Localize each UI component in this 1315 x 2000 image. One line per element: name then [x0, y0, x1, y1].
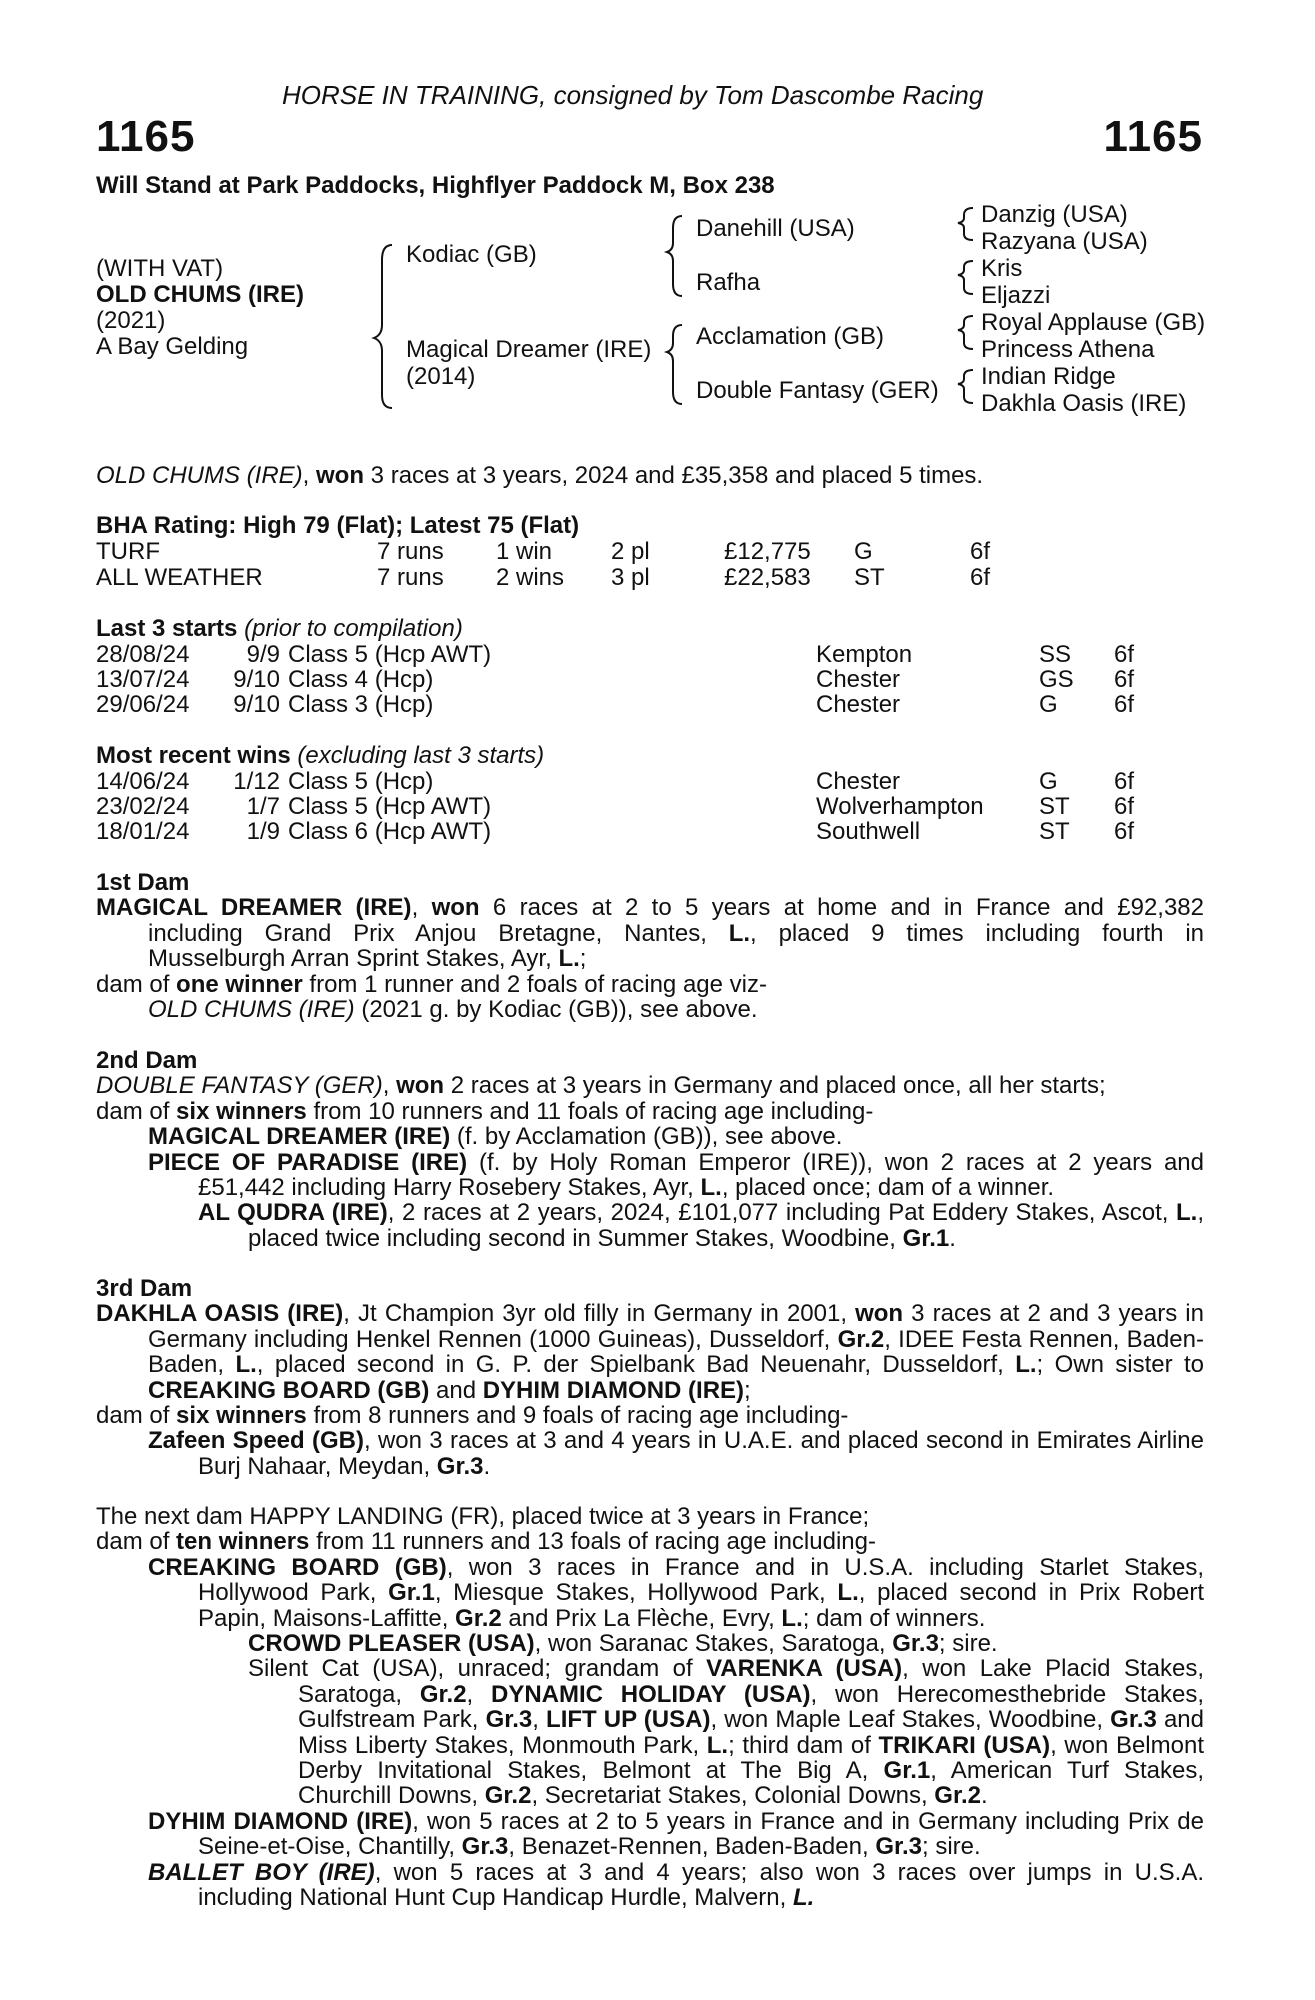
win-distance: 6f: [1114, 793, 1135, 820]
text: and: [429, 1376, 483, 1404]
grade: L.: [706, 1731, 729, 1759]
text: ; Own sister to: [1036, 1351, 1205, 1379]
grade: Gr.2: [484, 1782, 532, 1810]
horse-name: BALLET BOY (IRE): [148, 1858, 375, 1886]
recent-wins-heading: Most recent wins: [96, 742, 291, 769]
win-date: 23/02/24: [96, 793, 190, 820]
start-class: Class 5 (Hcp AWT): [288, 641, 492, 668]
text: dam of: [96, 1528, 177, 1556]
first-dam-line: [96, 921, 1204, 946]
text: , won Lake Placid Stakes, Saratoga,: [298, 1655, 1204, 1708]
text: 3 races at 2 and 3 years in Germany including Henkel Rennen (1000 Guineas), Dusseldorf,: [148, 1300, 1204, 1353]
grade: L.: [1175, 1199, 1198, 1227]
horse-name: DYNAMIC HOLIDAY (USA): [490, 1680, 811, 1708]
rating-money: £12,775: [724, 538, 811, 565]
grade: L.: [235, 1351, 257, 1379]
horse-name: OLD CHUMS (IRE): [96, 281, 304, 308]
horse-name: VARENKA (USA): [706, 1655, 903, 1683]
start-class: Class 3 (Hcp): [288, 691, 434, 718]
pedigree-g3: Kris: [981, 255, 1023, 282]
text: 2 races at 3 years in Germany and placed once, all her starts;: [444, 1072, 1106, 1100]
pedigree-sire-sire: Danehill (USA): [696, 215, 855, 242]
win-going: ST: [1039, 793, 1070, 820]
second-dam-line: [96, 1124, 1204, 1149]
winner-count: one winner: [176, 970, 303, 998]
win-course: Wolverhampton: [816, 793, 984, 820]
rating-distance: 6f: [970, 538, 991, 565]
text: , American Turf Stakes, Churchill Downs,: [298, 1757, 1204, 1810]
text: from 8 runners and 9 foals of racing age including-: [306, 1402, 849, 1430]
grade: Gr.3: [875, 1833, 923, 1861]
grade: Gr.3: [892, 1630, 939, 1658]
text: , Secretariat Stakes, Colonial Downs,: [531, 1782, 935, 1810]
rating-runs: 7 runs: [377, 564, 444, 591]
third-dam-line: [96, 1403, 1204, 1428]
start-going: SS: [1039, 641, 1072, 668]
next-dam-intro: The next dam HAPPY LANDING (FR), placed twice at 3 years in France;: [96, 1503, 870, 1530]
text: , won 5 races at 3 and 4 years; also won 3 races over jumps in U.S.A. including National Hunt Cup Handicap Hurdle, Malvern,: [198, 1858, 1205, 1912]
won-word: won: [431, 894, 480, 922]
recent-wins-note: (excluding last 3 starts): [290, 742, 545, 769]
rating-runs: 7 runs: [377, 538, 444, 565]
text: Musselburgh Arran Sprint Stakes, Ayr,: [148, 945, 559, 973]
dam-name: DAKHLA OASIS (IRE): [96, 1300, 344, 1328]
third-dam-heading: 3rd Dam: [96, 1275, 193, 1302]
win-course: Southwell: [816, 818, 921, 845]
horse-name: CROWD PLEASER (USA): [248, 1630, 535, 1658]
summary-won: won: [316, 462, 365, 489]
horse-name: PIECE OF PARADISE (IRE): [148, 1148, 468, 1176]
grade: L.: [837, 1579, 859, 1607]
last-starts-note: (prior to compilation): [237, 615, 463, 642]
text: including Grand Prix Anjou Bretagne, Nantes,: [148, 919, 729, 947]
win-going: G: [1039, 768, 1058, 795]
race-summary: OLD CHUMS (IRE), won 3 races at 3 years, 2024 and £35,358 and placed 5 times.: [96, 462, 984, 489]
rating-going: ST: [854, 564, 885, 591]
horse-year: (2021): [96, 307, 166, 334]
grade: L.: [1015, 1351, 1037, 1379]
start-date: 29/06/24: [96, 691, 190, 718]
second-dam-line: [96, 1073, 1204, 1098]
location-line: Will Stand at Park Paddocks, Highflyer Paddock M, Box 238: [96, 172, 775, 199]
text: (f. by Holy Roman Emperor (IRE)), won 2 races at 2 years and £51,442 including Harry Rosebery Stakes, Ayr,: [198, 1148, 1204, 1202]
start-class: Class 4 (Hcp): [288, 666, 434, 693]
grade: Gr.1: [388, 1579, 435, 1607]
win-position: 1/9: [246, 818, 280, 845]
rating-title: BHA Rating: High 79 (Flat); Latest 75 (Flat): [96, 512, 580, 539]
second-dam-heading: 2nd Dam: [96, 1047, 198, 1074]
rating-going: G: [854, 538, 873, 565]
start-distance: 6f: [1114, 666, 1135, 693]
first-dam-line: [96, 895, 1204, 920]
third-dam-line: [96, 1428, 1204, 1479]
text: ; sire.: [922, 1833, 981, 1861]
horse-name: TRIKARI (USA): [878, 1731, 1051, 1759]
win-position: 1/7: [246, 793, 280, 820]
win-course: Chester: [816, 768, 901, 795]
first-dam-line: [96, 972, 1204, 997]
grade: Gr.2: [934, 1782, 981, 1810]
rating-placed: 3 pl: [611, 564, 650, 591]
horse-name: DYHIM DIAMOND (IRE): [148, 1807, 413, 1835]
grade: Gr.1: [902, 1224, 950, 1252]
horse-name: CREAKING BOARD (GB): [148, 1553, 447, 1581]
text: ;: [579, 945, 587, 973]
text: ,: [466, 1680, 491, 1708]
text: , won 3 races in France and in U.S.A. including Starlet Stakes, Hollywood Park,: [198, 1553, 1204, 1607]
text: ,: [532, 1706, 547, 1734]
text: .: [483, 1452, 491, 1480]
text: , won 5 races at 2 to 5 years in France and in Germany including Prix de Seine-et-Oise, Chantilly,: [198, 1807, 1204, 1861]
start-distance: 6f: [1114, 691, 1135, 718]
text: , won Maple Leaf Stakes, Woodbine,: [710, 1706, 1111, 1734]
grade: Gr.1: [883, 1757, 931, 1785]
second-dam-line: [96, 1099, 1204, 1124]
win-distance: 6f: [1114, 818, 1135, 845]
text: from 10 runners and 11 foals of racing age including-: [306, 1097, 874, 1125]
text: ; third dam of: [728, 1731, 879, 1759]
text: , won Saranac Stakes, Saratoga,: [534, 1630, 893, 1658]
text: dam of: [96, 970, 177, 998]
start-course: Chester: [816, 666, 901, 693]
grade: Gr.2: [455, 1604, 502, 1632]
recent-wins-title: [96, 743, 544, 768]
lot-number-right: 1165: [1103, 112, 1203, 161]
text: ,: [411, 894, 432, 922]
dam-name: MAGICAL DREAMER (IRE): [96, 894, 412, 922]
next-dam-line: [96, 1529, 1204, 1554]
grade: Gr.2: [837, 1325, 885, 1353]
rating-surface: ALL WEATHER: [96, 564, 263, 591]
text: , Miesque Stakes, Hollywood Park,: [434, 1579, 838, 1607]
win-class: Class 5 (Hcp AWT): [288, 793, 492, 820]
grade: L.: [728, 919, 751, 947]
text: , placed once; dam of a winner.: [721, 1174, 1055, 1202]
ballet-boy-entry: [96, 1860, 1204, 1911]
last-starts-title: [96, 616, 463, 641]
pedigree-g2: Razyana (USA): [981, 228, 1148, 255]
start-position: 9/9: [246, 641, 280, 668]
text: , placed 9 times including fourth in: [750, 919, 1205, 947]
text: from 1 runner and 2 foals of racing age viz-: [302, 970, 767, 998]
first-dam-line: [96, 946, 1204, 971]
grade: Gr.3: [485, 1706, 533, 1734]
vat-label: (WITH VAT): [96, 255, 224, 282]
horse-name: MAGICAL DREAMER (IRE): [148, 1123, 451, 1151]
text: (f. by Acclamation (GB)), see above.: [450, 1123, 843, 1151]
pedigree-g8: Dakhla Oasis (IRE): [981, 390, 1187, 417]
pedigree-g4: Eljazzi: [981, 282, 1051, 309]
win-class: Class 5 (Hcp): [288, 768, 434, 795]
text: dam of: [96, 1097, 177, 1125]
rating-surface: TURF: [96, 538, 160, 565]
text: , won Belmont Derby Invitational Stakes, Belmont at The Big A,: [298, 1731, 1204, 1785]
second-dam-section: [96, 1048, 1204, 1251]
dyhim-diamond-entry: [96, 1809, 1204, 1860]
pedigree-dam-year: (2014): [406, 363, 476, 390]
pedigree-g5: Royal Applause (GB): [981, 309, 1206, 336]
first-dam-heading: 1st Dam: [96, 869, 190, 896]
grade: L.: [792, 1884, 815, 1912]
win-position: 1/12: [233, 768, 280, 795]
text: ;: [744, 1376, 751, 1404]
pedigree-g1: Danzig (USA): [981, 201, 1128, 228]
pedigree-sire: Kodiac (GB): [406, 241, 537, 268]
text: from 11 runners and 13 foals of racing age including-: [309, 1528, 876, 1556]
horse-name: CREAKING BOARD (GB): [148, 1376, 430, 1404]
grade: Gr.3: [1110, 1706, 1157, 1734]
first-dam-line: [96, 997, 1204, 1022]
text: , Jt Champion 3yr old filly in Germany in 2001,: [343, 1300, 856, 1328]
text: dam of: [96, 1402, 177, 1430]
pedigree-g6: Princess Athena: [981, 336, 1155, 363]
rating-distance: 6f: [970, 564, 991, 591]
text: .: [949, 1224, 956, 1252]
text: (2021 g. by Kodiac (GB)), see above.: [354, 996, 758, 1024]
text: ; sire.: [938, 1630, 998, 1658]
grade: Gr.2: [419, 1680, 467, 1708]
rating-wins: 2 wins: [496, 564, 565, 591]
next-dam-section: [96, 1504, 1204, 1911]
first-dam-section: [96, 870, 1204, 1022]
rating-money: £22,583: [724, 564, 811, 591]
winner-count: six winners: [176, 1402, 307, 1430]
text: , placed second in G. P. der Spielbank Bad Neuenahr, Dusseldorf,: [256, 1351, 1016, 1379]
grade: L.: [558, 945, 580, 973]
horse-name: Zafeen Speed (GB): [148, 1427, 364, 1455]
win-going: ST: [1039, 818, 1070, 845]
horse-name: AL QUDRA (IRE): [198, 1199, 388, 1227]
start-date: 28/08/24: [96, 641, 190, 668]
text: , 2 races at 2 years, 2024, £101,077 including Pat Eddery Stakes, Ascot,: [387, 1199, 1176, 1227]
third-dam-line: [96, 1301, 1204, 1403]
grade: L.: [781, 1604, 803, 1632]
start-course: Kempton: [816, 641, 913, 668]
text: , won 3 races at 3 and 4 years in U.A.E. and placed second in Emirates Airline Burj Nahaar, Meydan,: [198, 1427, 1205, 1480]
won-word: won: [396, 1072, 445, 1100]
grade: L.: [700, 1174, 722, 1202]
horse-name: OLD CHUMS (IRE): [148, 996, 355, 1024]
text: Silent Cat (USA), unraced; grandam of: [248, 1655, 707, 1683]
win-date: 14/06/24: [96, 768, 190, 795]
text: ; dam of winners.: [802, 1604, 986, 1632]
win-date: 18/01/24: [96, 818, 190, 845]
text: , Benazet-Rennen, Baden-Baden,: [508, 1833, 876, 1861]
text: and Prix La Flèche, Evry,: [501, 1604, 782, 1632]
text: , IDEE Festa Rennen, Baden-Baden,: [148, 1325, 1204, 1379]
third-dam-section: [96, 1276, 1204, 1479]
dam-name: DOUBLE FANTASY (GER): [96, 1072, 383, 1100]
start-position: 9/10: [233, 666, 280, 693]
start-going: G: [1039, 691, 1058, 718]
win-class: Class 6 (Hcp AWT): [288, 818, 492, 845]
start-course: Chester: [816, 691, 901, 718]
text: , placed second in Prix Robert Papin, Maisons-Laffitte,: [198, 1579, 1204, 1632]
start-position: 9/10: [233, 691, 280, 718]
summary-rest: 3 races at 3 years, 2024 and £35,358 and placed 5 times.: [364, 462, 984, 489]
start-going: GS: [1039, 666, 1074, 693]
pedigree-dam-sire: Acclamation (GB): [696, 323, 885, 350]
lot-number-left: 1165: [96, 112, 196, 161]
horse-name: LIFT UP (USA): [546, 1706, 711, 1734]
text: 6 races at 2 to 5 years at home and in France and £92,382: [479, 894, 1204, 922]
pedigree-g7: Indian Ridge: [981, 363, 1116, 390]
second-dam-line: [96, 1200, 1204, 1251]
grade: Gr.3: [436, 1452, 484, 1480]
pedigree-dam-dam: Double Fantasy (GER): [696, 377, 939, 404]
creaking-board-entry: [96, 1555, 1204, 1631]
winner-count: ten winners: [176, 1528, 310, 1556]
horse-description: A Bay Gelding: [96, 333, 249, 360]
text: , placed twice including second in Summer Stakes, Woodbine,: [248, 1199, 1204, 1252]
grade: Gr.3: [461, 1833, 509, 1861]
summary-horse-name: OLD CHUMS (IRE): [96, 462, 303, 489]
horse-name: DYHIM DIAMOND (IRE): [482, 1376, 745, 1404]
start-distance: 6f: [1114, 641, 1135, 668]
last-starts-heading: Last 3 starts: [96, 615, 238, 642]
rating-wins: 1 win: [496, 538, 553, 565]
won-word: won: [855, 1300, 904, 1328]
second-dam-line: [96, 1150, 1204, 1201]
pedigree-sire-dam: Rafha: [696, 269, 761, 296]
crowd-pleaser-entry: [96, 1631, 1204, 1656]
text: , won Herecomesthebride Stakes, Gulfstream Park,: [298, 1680, 1204, 1734]
text: ,: [382, 1072, 397, 1100]
text: and Miss Liberty Stakes, Monmouth Park,: [298, 1706, 1204, 1759]
winner-count: six winners: [176, 1097, 307, 1125]
win-distance: 6f: [1114, 768, 1135, 795]
pedigree-dam: Magical Dreamer (IRE): [406, 336, 652, 363]
silent-cat-entry: [96, 1656, 1204, 1808]
rating-placed: 2 pl: [611, 538, 650, 565]
start-date: 13/07/24: [96, 666, 190, 693]
consignment-line: HORSE IN TRAINING, consigned by Tom Dascombe Racing: [282, 80, 984, 110]
text: .: [980, 1782, 988, 1810]
